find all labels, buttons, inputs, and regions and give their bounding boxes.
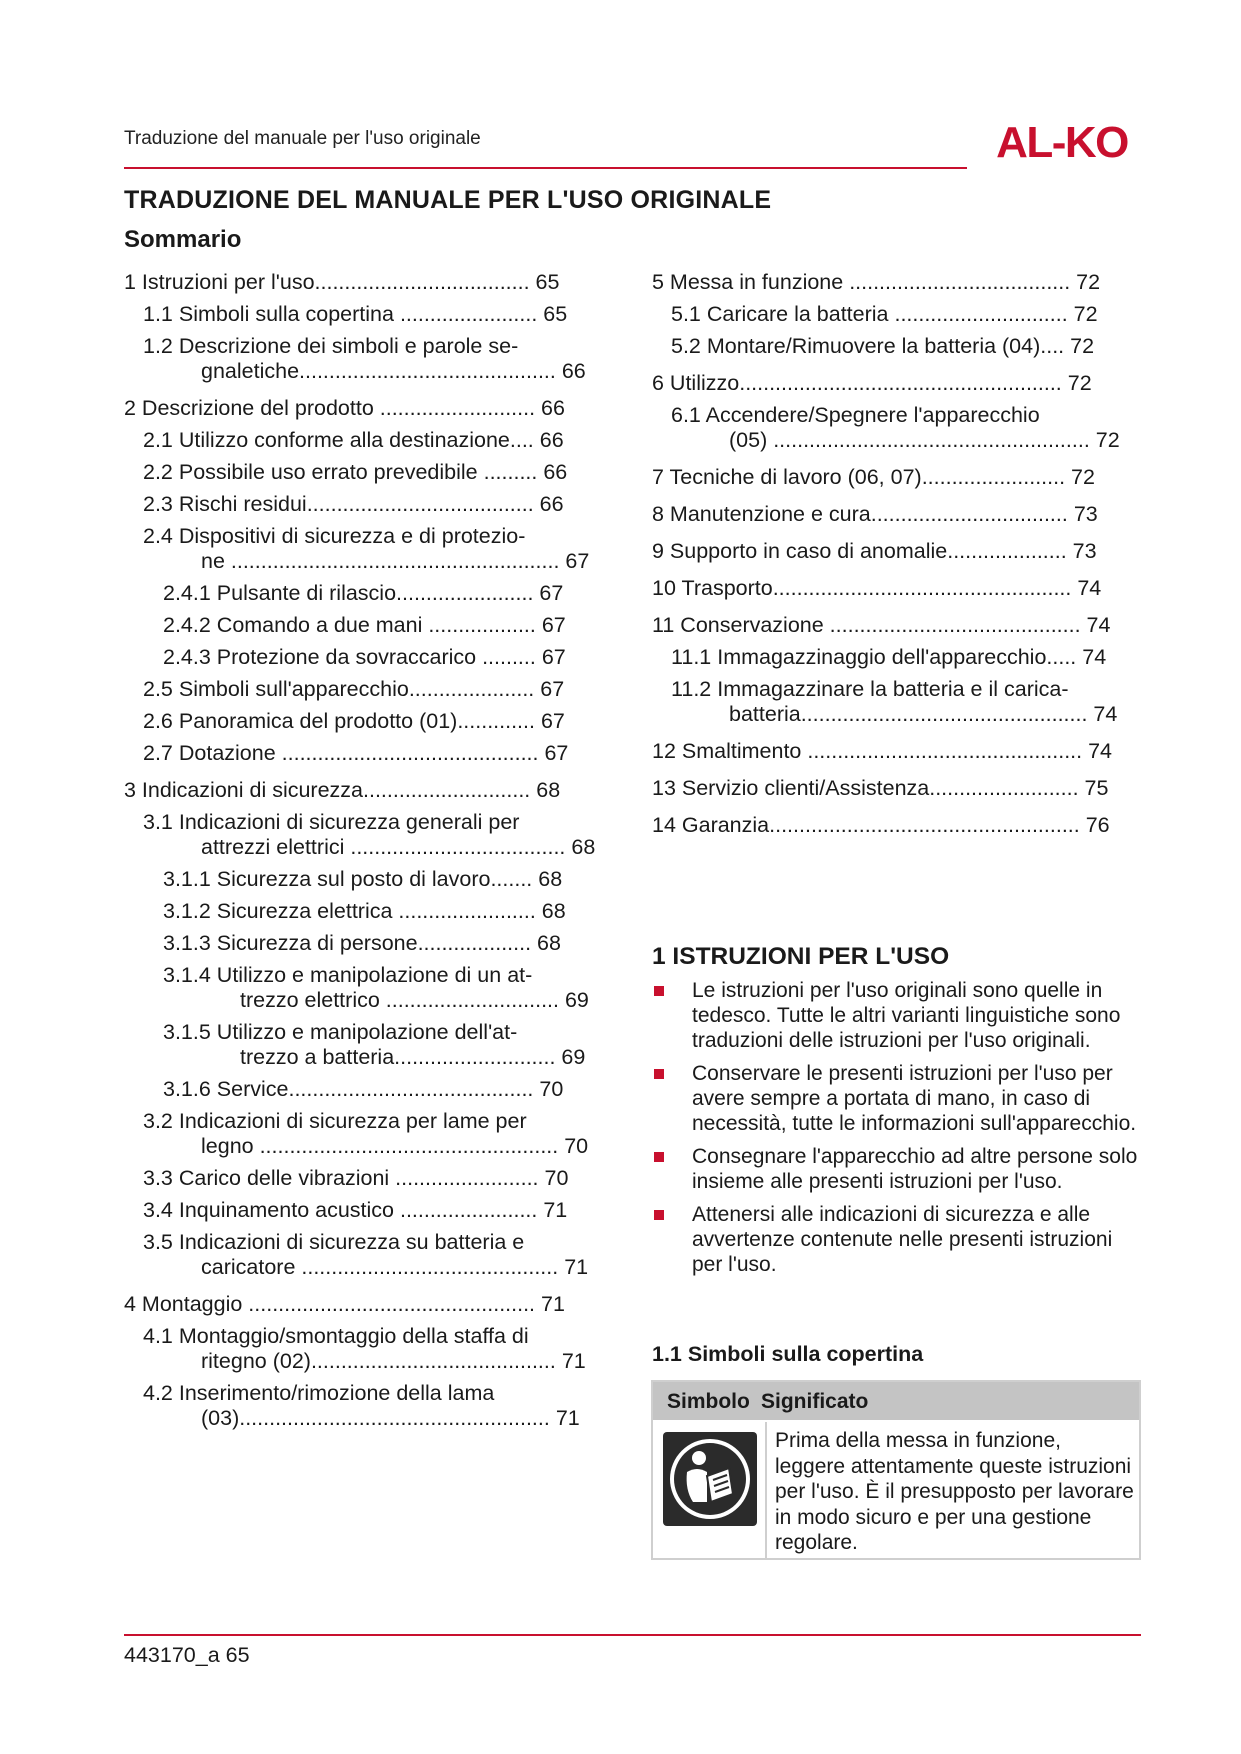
toc-entry-text: 3.5 Indicazioni di sicurezza su batteria e (143, 1230, 525, 1254)
symbol-meaning-text: Prima della messa in funzione, leggere attentamente queste istruzioni per l'uso. È il presupposto per lavorare in modo sicuro e per una gestione regolare. (775, 1429, 1134, 1554)
toc-entry-continuation: gnaletiche........................................... 66 (201, 359, 586, 383)
toc-entry[interactable] (143, 460, 567, 485)
toc-entry[interactable] (163, 581, 563, 606)
toc-entry-text: 5.1 Caricare la batteria ............................. 72 (671, 302, 1098, 326)
toc-entry-text: 7 Tecniche di lavoro (06, 07)........................ 72 (652, 465, 1095, 489)
toc-entry-text: 14 Garanzia.................................................... 76 (652, 813, 1110, 837)
toc-entry-text: 3.3 Carico delle vibrazioni ........................ 70 (143, 1166, 569, 1190)
alko-logo (982, 118, 1142, 166)
instruction-bullet-list (652, 978, 1142, 1285)
toc-entry[interactable] (124, 396, 565, 421)
toc-entry[interactable] (652, 576, 1101, 601)
toc-entry[interactable] (671, 677, 1117, 727)
toc-entry[interactable] (163, 963, 589, 1013)
toc-entry[interactable] (652, 539, 1097, 564)
bullet-text: Consegnare l'apparecchio ad altre persone solo insieme alle presenti istruzioni per l'uso. (692, 1145, 1138, 1193)
toc-entry[interactable] (652, 613, 1110, 638)
bullet-square-icon (654, 1152, 664, 1162)
toc-entry[interactable] (163, 899, 566, 924)
toc-entry-text: 1.2 Descrizione dei simboli e parole se- (143, 334, 519, 358)
toc-entry[interactable] (163, 645, 566, 670)
toc-entry[interactable] (163, 1020, 585, 1070)
column-header-meaning: Significato (761, 1390, 869, 1413)
bullet-text: Conservare le presenti istruzioni per l'uso per avere sempre a portata di mano, in caso di necessità, tutte le informazioni sull'apparecchio. (692, 1062, 1137, 1135)
toc-entry-text: 2.2 Possibile uso errato prevedibile ......... 66 (143, 460, 568, 484)
column-divider (765, 1422, 767, 1558)
toc-entry[interactable] (652, 502, 1098, 527)
bullet-text: Le istruzioni per l'uso originali sono quelle in tedesco. Tutte le altri varianti linguistiche sono traduzioni delle istruzioni per l'uso originali. (692, 979, 1121, 1052)
toc-entry-text: 2 Descrizione del prodotto .......................... 66 (124, 396, 565, 420)
toc-entry[interactable] (124, 778, 560, 803)
toc-entry[interactable] (652, 813, 1110, 838)
toc-entry-text: 11.1 Immagazzinaggio dell'apparecchio..... 74 (671, 645, 1107, 669)
bullet-text: Attenersi alle indicazioni di sicurezza e alle avvertenze contenute nelle presenti istruzioni per l'uso. (692, 1203, 1113, 1276)
toc-entry-text: 5 Messa in funzione ..................................... 72 (652, 270, 1101, 294)
bullet-square-icon (654, 1210, 664, 1220)
toc-entry[interactable] (143, 1324, 586, 1374)
toc-entry-continuation: trezzo elettrico ............................. 69 (240, 988, 589, 1012)
bullet-item (652, 1061, 1142, 1136)
document-title: TRADUZIONE DEL MANUALE PER L'USO ORIGINALE (124, 186, 772, 214)
toc-entry-text: 5.2 Montare/Rimuovere la batteria (04).... 72 (671, 334, 1095, 358)
toc-entry[interactable] (143, 810, 595, 860)
toc-entry-text: 4.2 Inserimento/rimozione della lama (143, 1381, 495, 1405)
toc-entry[interactable] (652, 270, 1100, 295)
toc-entry[interactable] (124, 270, 559, 295)
toc-entry[interactable] (143, 1381, 580, 1431)
toc-entry-continuation: trezzo a batteria........................... 69 (240, 1045, 586, 1069)
toc-entry-continuation: (03).................................................... 71 (201, 1406, 580, 1430)
toc-entry[interactable] (143, 1109, 588, 1159)
sub-heading: 1.1 Simboli sulla copertina (652, 1342, 924, 1366)
toc-entry[interactable] (143, 334, 586, 384)
toc-entry[interactable] (143, 1230, 588, 1280)
bullet-item (652, 978, 1142, 1053)
toc-entry[interactable] (163, 867, 562, 892)
toc-entry[interactable] (671, 334, 1094, 359)
toc-entry-text: 13 Servizio clienti/Assistenza......................... 75 (652, 776, 1109, 800)
toc-entry-text: 1.1 Simboli sulla copertina ....................... 65 (143, 302, 568, 326)
bullet-square-icon (654, 986, 664, 996)
toc-entry[interactable] (652, 465, 1095, 490)
toc-entry[interactable] (143, 1166, 568, 1191)
toc-entry-text: 11.2 Immagazzinare la batteria e il carica- (671, 677, 1069, 701)
toc-entry-text: 3.1.1 Sicurezza sul posto di lavoro....... 68 (163, 867, 563, 891)
toc-entry[interactable] (671, 403, 1120, 453)
toc-entry-text: 3 Indicazioni di sicurezza............................ 68 (124, 778, 561, 802)
toc-entry-text: 2.3 Rischi residui...................................... 66 (143, 492, 564, 516)
column-header-symbol: Simbolo (667, 1390, 750, 1413)
toc-entry-continuation: (05) ..................................................... 72 (729, 428, 1120, 452)
toc-entry[interactable] (163, 1077, 563, 1102)
toc-entry-text: 2.4.3 Protezione da sovraccarico ......... 67 (163, 645, 566, 669)
toc-entry-text: 2.4.2 Comando a due mani .................. 67 (163, 613, 566, 637)
toc-entry-text: 2.5 Simboli sull'apparecchio..................... 67 (143, 677, 565, 701)
toc-entry-continuation: ne ....................................................... 67 (201, 549, 590, 573)
toc-entry[interactable] (652, 739, 1112, 764)
toc-entry[interactable] (143, 428, 564, 453)
toc-entry[interactable] (671, 302, 1098, 327)
toc-entry-text: 8 Manutenzione e cura................................. 73 (652, 502, 1098, 526)
toc-entry-text: 4.1 Montaggio/smontaggio della staffa di (143, 1324, 529, 1348)
toc-entry-text: 3.4 Inquinamento acustico ....................... 71 (143, 1198, 568, 1222)
toc-entry-text: 6 Utilizzo...................................................... 72 (652, 371, 1092, 395)
footer-page-number: 443170_a 65 (124, 1643, 250, 1667)
toc-entry[interactable] (163, 613, 566, 638)
symbols-table (651, 1380, 1141, 1560)
header-rule (124, 167, 967, 169)
bullet-square-icon (654, 1069, 664, 1079)
toc-entry[interactable] (124, 1292, 565, 1317)
toc-entry-text: 9 Supporto in caso di anomalie.................... 73 (652, 539, 1097, 563)
toc-entry-text: 3.1.6 Service......................................... 70 (163, 1077, 564, 1101)
toc-entry-continuation: ritegno (02)......................................... 71 (201, 1349, 586, 1373)
toc-entry-text: 10 Trasporto.................................................. 74 (652, 576, 1102, 600)
toc-entry-continuation: batteria................................................ 74 (729, 702, 1118, 726)
toc-entry[interactable] (143, 677, 564, 702)
toc-entry-continuation: attrezzi elettrici .................................... 68 (201, 835, 596, 859)
toc-entry-text: 12 Smaltimento .............................................. 74 (652, 739, 1113, 763)
header-title: Traduzione del manuale per l'uso originale (124, 128, 481, 149)
toc-entry[interactable] (143, 302, 567, 327)
toc-entry-text: 11 Conservazione .......................................... 74 (652, 613, 1111, 637)
toc-entry[interactable] (143, 709, 565, 734)
section-heading: 1 ISTRUZIONI PER L'USO (652, 943, 950, 970)
toc-entry[interactable] (652, 371, 1092, 396)
contents-heading: Sommario (124, 226, 242, 253)
logo-text: AL-KO (996, 118, 1128, 166)
toc-entry-text: 3.2 Indicazioni di sicurezza per lame per (143, 1109, 527, 1133)
toc-entry[interactable] (143, 492, 564, 517)
toc-entry-text: 3.1 Indicazioni di sicurezza generali per (143, 810, 520, 834)
toc-entry[interactable] (143, 524, 589, 574)
bullet-item (652, 1144, 1142, 1194)
toc-entry-text: 1 Istruzioni per l'uso.................................... 65 (124, 270, 560, 294)
toc-entry[interactable] (671, 645, 1106, 670)
toc-entry-text: 2.6 Panoramica del prodotto (01)............. 67 (143, 709, 565, 733)
toc-entry-continuation: caricatore ........................................... 71 (201, 1255, 589, 1279)
toc-entry-text: 3.1.5 Utilizzo e manipolazione dell'at- (163, 1020, 518, 1044)
read-manual-icon (663, 1432, 757, 1526)
toc-entry-text: 6.1 Accendere/Spegnere l'apparecchio (671, 403, 1040, 427)
footer-rule (124, 1634, 1141, 1636)
toc-entry-text: 4 Montaggio ................................................ 71 (124, 1292, 565, 1316)
toc-entry[interactable] (143, 1198, 567, 1223)
toc-entry[interactable] (163, 931, 561, 956)
toc-entry[interactable] (652, 776, 1108, 801)
toc-entry-text: 3.1.4 Utilizzo e manipolazione di un at- (163, 963, 533, 987)
toc-entry-text: 3.1.3 Sicurezza di persone................... 68 (163, 931, 561, 955)
toc-entry[interactable] (143, 741, 568, 766)
toc-entry-text: 2.4.1 Pulsante di rilascio....................... 67 (163, 581, 564, 605)
toc-entry-text: 2.7 Dotazione ........................................... 67 (143, 741, 569, 765)
bullet-item (652, 1202, 1142, 1277)
toc-entry-text: 2.1 Utilizzo conforme alla destinazione.... 66 (143, 428, 564, 452)
toc-entry-text: 3.1.2 Sicurezza elettrica ....................... 68 (163, 899, 566, 923)
toc-entry-text: 2.4 Dispositivi di sicurezza e di protezio- (143, 524, 526, 548)
table-header (653, 1382, 1139, 1420)
toc-entry-continuation: legno .................................................. 70 (201, 1134, 589, 1158)
